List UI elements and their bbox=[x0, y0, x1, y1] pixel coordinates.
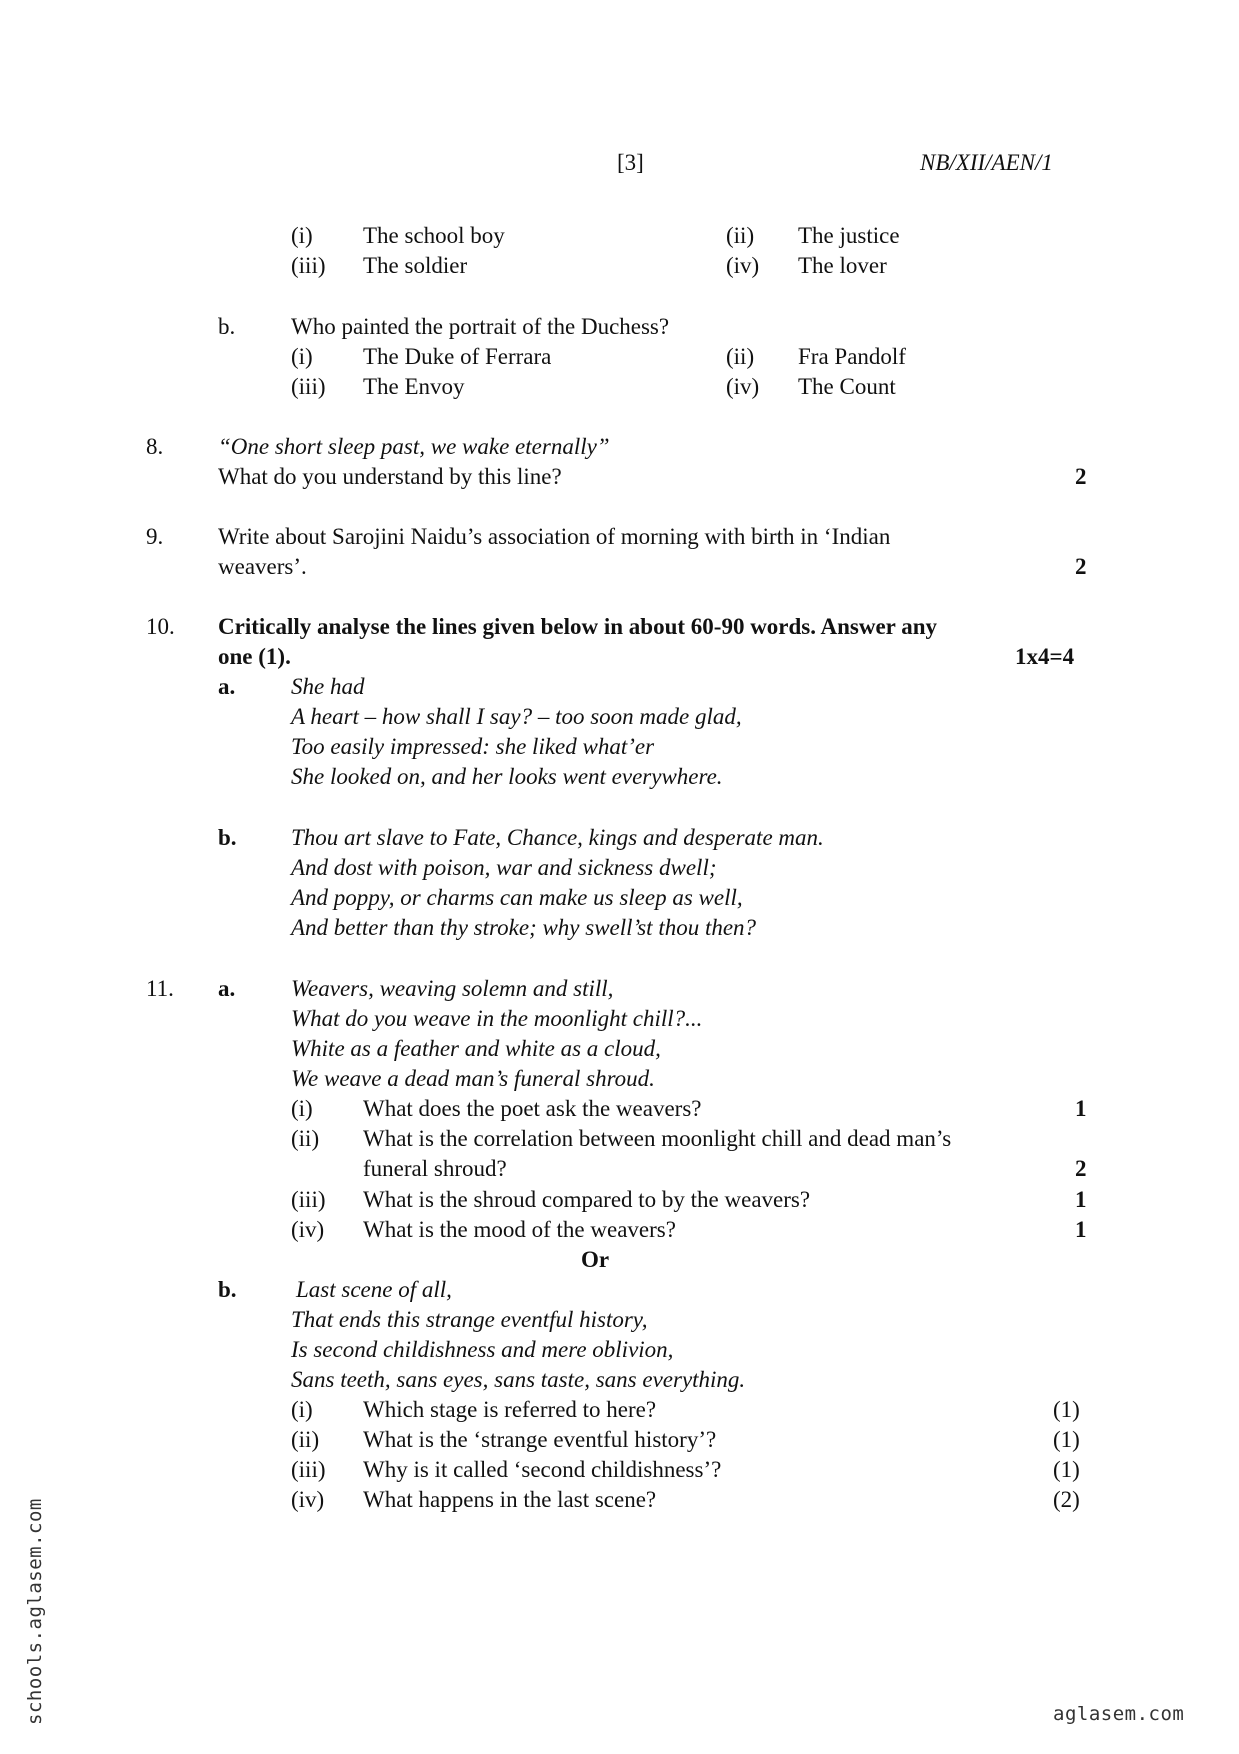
q7b-question: Who painted the portrait of the Duchess? bbox=[291, 314, 670, 339]
q11b-sub-text: Which stage is referred to here? bbox=[363, 1397, 657, 1422]
q10-instruction-line2: one (1). bbox=[218, 644, 291, 669]
q11a-sub-text: What is the correlation between moonlight chill and dead man’s bbox=[363, 1126, 952, 1151]
q11a-sub-marks: 2 bbox=[1075, 1156, 1087, 1181]
q7b-option-num: (iii) bbox=[291, 374, 326, 399]
q11a-sub-marks: 1 bbox=[1075, 1187, 1087, 1212]
q11a-label: a. bbox=[218, 976, 236, 1001]
side-watermark: schools.aglasem.com bbox=[24, 1498, 46, 1725]
q11b-sub-text: Why is it called ‘second childishness’? bbox=[363, 1457, 722, 1482]
q9-marks: 2 bbox=[1075, 554, 1087, 579]
q10a-label: a. bbox=[218, 674, 236, 699]
q8-question: What do you understand by this line? bbox=[218, 464, 562, 489]
q9-text-line1: Write about Sarojini Naidu’s association of morning with birth in ‘Indian bbox=[218, 524, 891, 549]
poem-line: And better than thy stroke; why swell’st thou then? bbox=[291, 915, 757, 940]
q7b-option-text: Fra Pandolf bbox=[798, 344, 906, 369]
poem-line: And dost with poison, war and sickness dwell; bbox=[291, 855, 717, 880]
poem-line: Is second childishness and mere oblivion, bbox=[291, 1337, 674, 1362]
q9-number: 9. bbox=[146, 524, 164, 549]
q10-marks: 1x4=4 bbox=[1015, 644, 1075, 669]
q11a-sub-text-cont: funeral shroud? bbox=[363, 1156, 507, 1181]
q11b-sub-marks: (2) bbox=[1053, 1487, 1080, 1512]
q11b-sub-marks: (1) bbox=[1053, 1457, 1080, 1482]
q11a-sub-num: (ii) bbox=[291, 1126, 320, 1151]
bottom-watermark: aglasem.com bbox=[1053, 1703, 1185, 1725]
q11a-sub-num: (i) bbox=[291, 1096, 313, 1121]
q11b-label: b. bbox=[218, 1277, 237, 1302]
q7b-option-text: The Count bbox=[798, 374, 896, 399]
poem-line: White as a feather and white as a cloud, bbox=[291, 1036, 661, 1061]
poem-line: She looked on, and her looks went everywhere. bbox=[291, 764, 723, 789]
q7a-option-text: The soldier bbox=[363, 253, 468, 278]
q7a-option-num: (iv) bbox=[726, 253, 760, 278]
poem-line: Thou art slave to Fate, Chance, kings and desperate man. bbox=[291, 825, 824, 850]
q7a-option-num: (i) bbox=[291, 223, 313, 248]
q11a-sub-text: What is the shroud compared to by the weavers? bbox=[363, 1187, 811, 1212]
poem-line: She had bbox=[291, 674, 365, 699]
poem-line: We weave a dead man’s funeral shroud. bbox=[291, 1066, 655, 1091]
q7a-option-num: (ii) bbox=[726, 223, 755, 248]
q9-text-line2: weavers’. bbox=[218, 554, 307, 579]
or-separator: Or bbox=[581, 1247, 610, 1272]
poem-line: Last scene of all, bbox=[296, 1277, 452, 1302]
q11b-sub-num: (iv) bbox=[291, 1487, 325, 1512]
poem-line: That ends this strange eventful history, bbox=[291, 1307, 648, 1332]
q11b-sub-text: What happens in the last scene? bbox=[363, 1487, 657, 1512]
page-number: [3] bbox=[617, 150, 644, 175]
q7a-option-num: (iii) bbox=[291, 253, 326, 278]
q7b-option-num: (iv) bbox=[726, 374, 760, 399]
q7a-option-text: The school boy bbox=[363, 223, 505, 248]
q11b-sub-num: (i) bbox=[291, 1397, 313, 1422]
q8-marks: 2 bbox=[1075, 464, 1087, 489]
poem-line: And poppy, or charms can make us sleep as well, bbox=[291, 885, 743, 910]
poem-line: Sans teeth, sans eyes, sans taste, sans everything. bbox=[291, 1367, 746, 1392]
poem-line: What do you weave in the moonlight chill?... bbox=[291, 1006, 703, 1031]
poem-line: Weavers, weaving solemn and still, bbox=[291, 976, 614, 1001]
paper-code: NB/XII/AEN/1 bbox=[920, 150, 1053, 175]
q7a-option-text: The justice bbox=[798, 223, 900, 248]
q7b-option-text: The Duke of Ferrara bbox=[363, 344, 552, 369]
q11a-sub-marks: 1 bbox=[1075, 1096, 1087, 1121]
q7b-option-text: The Envoy bbox=[363, 374, 465, 399]
poem-line: A heart – how shall I say? – too soon made glad, bbox=[291, 704, 742, 729]
poem-line: Too easily impressed: she liked what’er bbox=[291, 734, 655, 759]
q8-number: 8. bbox=[146, 434, 164, 459]
q10-number: 10. bbox=[146, 614, 175, 639]
q11-number: 11. bbox=[146, 976, 174, 1001]
q7b-option-num: (i) bbox=[291, 344, 313, 369]
q11b-sub-text: What is the ‘strange eventful history’? bbox=[363, 1427, 717, 1452]
q10-instruction-line1: Critically analyse the lines given below in about 60-90 words. Answer any bbox=[218, 614, 937, 639]
q11b-sub-marks: (1) bbox=[1053, 1397, 1080, 1422]
q7b-option-num: (ii) bbox=[726, 344, 755, 369]
q11b-sub-num: (iii) bbox=[291, 1457, 326, 1482]
q7a-option-text: The lover bbox=[798, 253, 887, 278]
q11b-sub-marks: (1) bbox=[1053, 1427, 1080, 1452]
q11a-sub-num: (iii) bbox=[291, 1187, 326, 1212]
q11a-sub-num: (iv) bbox=[291, 1217, 325, 1242]
q10b-label: b. bbox=[218, 825, 237, 850]
q7b-label: b. bbox=[218, 314, 236, 339]
q11a-sub-text: What is the mood of the weavers? bbox=[363, 1217, 676, 1242]
q8-quote: “One short sleep past, we wake eternally” bbox=[218, 434, 610, 459]
q11a-sub-text: What does the poet ask the weavers? bbox=[363, 1096, 702, 1121]
q11b-sub-num: (ii) bbox=[291, 1427, 320, 1452]
q11a-sub-marks: 1 bbox=[1075, 1217, 1087, 1242]
